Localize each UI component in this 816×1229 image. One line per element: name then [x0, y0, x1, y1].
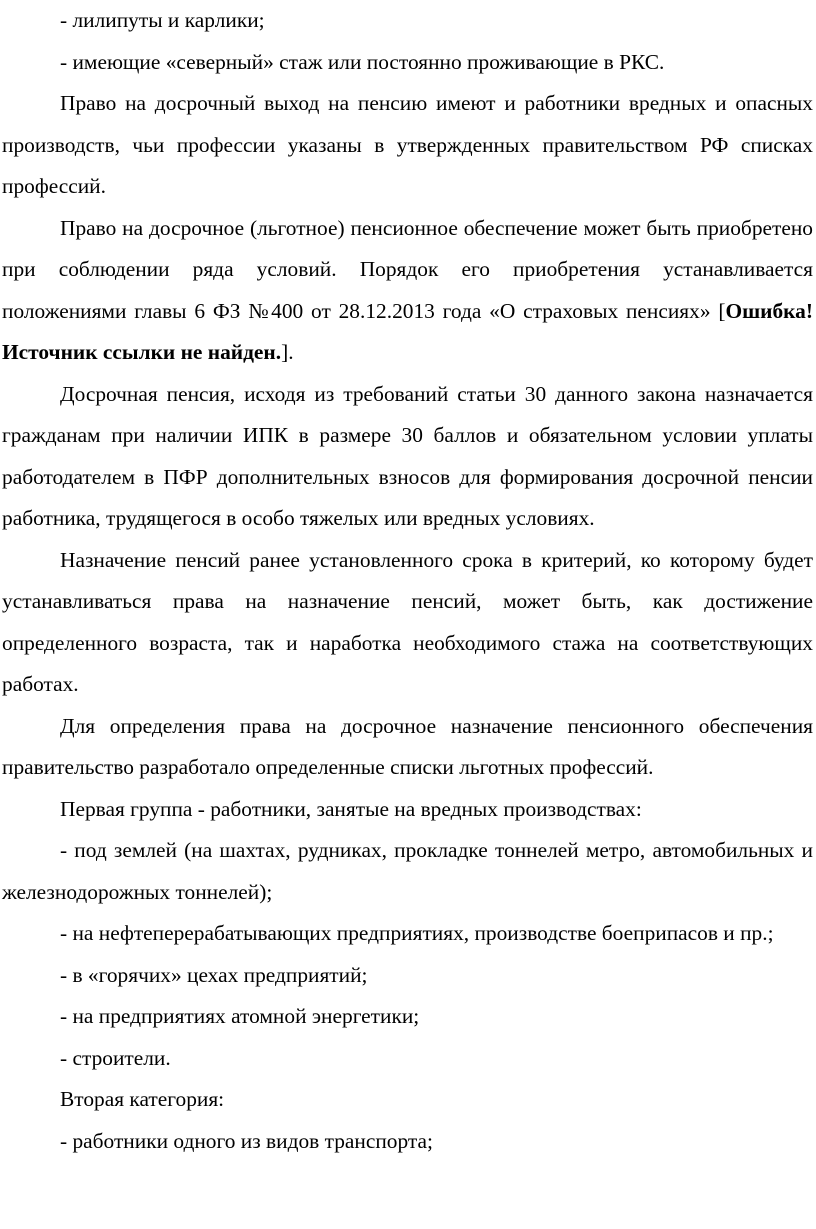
- paragraph-hazardous-workers: Право на досрочный выход на пенсию имеют и работники вредных и опасных производств, чьи профессии указаны в утвержденных правительством РФ списках профессий.: [2, 91, 813, 198]
- reference-error: Ошибка! Источник ссылки не найден.: [2, 298, 813, 364]
- paragraph-criteria: Назначение пенсий ранее установленного срока в критерий, ко которому будет устанавливаться права на назначение пенсий, может быть, как достижение определенного возраста, так и наработка необходимого стажа на соответствующих работах.: [2, 547, 813, 696]
- paragraph-first-group: Первая группа - работники, занятые на вредных производствах:: [60, 796, 642, 821]
- list-item-nuclear: - на предприятиях атомной энергетики;: [60, 1004, 420, 1028]
- list-item-underground: - под землей (на шахтах, рудниках, прокладке тоннелей метро, автомобильных и железнодорожных тоннелей);: [2, 838, 813, 904]
- paragraph-second-category: Вторая категория:: [60, 1087, 225, 1111]
- list-item-northern-service: - имеющие «северный» стаж или постоянно проживающие в РКС.: [60, 49, 665, 74]
- document-body: [2, 0, 813, 1162]
- paragraph-article-30: Досрочная пенсия, исходя из требований статьи 30 данного закона назначается гражданам при наличии ИПК в размере 30 баллов и обязательном условии уплаты работодателем в ПФР дополнительных взносов для формирования досрочной пенсии работника, трудящегося в особо тяжелых или вредных условиях.: [2, 381, 813, 530]
- list-item-oil-refining: - на нефтеперерабатывающих предприятиях, производстве боеприпасов и пр.;: [60, 921, 774, 945]
- list-item-lilliputians: - лилипуты и карлики;: [60, 8, 265, 32]
- list-item-hot-shops: - в «горячих» цехах предприятий;: [60, 962, 368, 987]
- paragraph-text-before: Право на досрочное (льготное) пенсионное обеспечение может быть приобретено при соблюдении ряда условий. Порядок его приобретения устанавливается положениями главы 6 ФЗ №400 от 28.12.2013 года «О страховых пенсиях» [: [2, 215, 813, 323]
- list-item-transport: - работники одного из видов транспорта;: [60, 1128, 433, 1153]
- paragraph-early-pension-conditions: [2, 208, 813, 374]
- paragraph-lists-of-professions: Для определения права на досрочное назначение пенсионного обеспечения правительство разработало определенные списки льготных профессий.: [2, 713, 813, 779]
- paragraph-text-after: ].: [281, 340, 294, 364]
- list-item-builders: - строители.: [60, 1045, 171, 1070]
